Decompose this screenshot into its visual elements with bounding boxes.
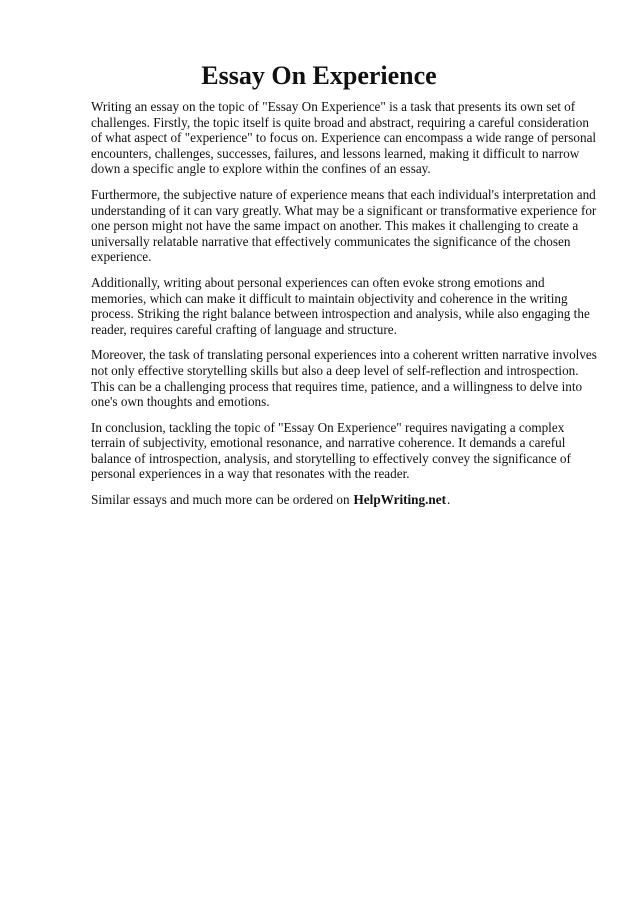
paragraph-1: Writing an essay on the topic of "Essay On Experience" is a task that presents its own set of challenges. Firstly, the topic itself is quite broad and abstract, requiring a careful consideration of what aspect of "experience" to focus on. Experience can encompass a wide range of personal encounters, challenges, successes, failures, and lessons learned, making it difficult to narrow down a specific angle to explore within the confines of an essay.	[91, 99, 597, 177]
document-title: Essay On Experience	[201, 61, 437, 90]
footer-line	[91, 492, 597, 508]
paragraph-5: In conclusion, tackling the topic of "Essay On Experience" requires navigating a complex terrain of subjectivity, emotional resonance, and narrative coherence. It demands a careful balance of introspection, analysis, and storytelling to effectively convey the significance of personal experiences in a way that resonates with the reader.	[91, 419, 571, 482]
paragraph-4: Moreover, the task of translating personal experiences into a coherent written narrative involves not only effective storytelling skills but also a deep level of self-reflection and introspection. This can be a challenging process that requires time, patience, and a willingness to delve into one's own thoughts and emotions.	[91, 347, 597, 410]
helpwriting-link[interactable]: HelpWriting.net	[353, 492, 446, 508]
footer-text: Similar essays and much more can be ordered on	[91, 492, 350, 508]
paragraph-2: Furthermore, the subjective nature of experience means that each individual's interpretation and understanding of it can vary greatly. What may be a significant or transformative experience for one person might not have the same impact on another. This makes it challenging to create a universally relatable narrative that effectively communicates the significance of the chosen experience.	[91, 186, 597, 265]
paragraph-3: Additionally, writing about personal experiences can often evoke strong emotions and memories, which can make it difficult to maintain objectivity and coherence in the writing process. Striking the right balance between introspection and analysis, while also engaging the reader, requires careful crafting of language and structure.	[91, 274, 590, 337]
footer-period: .	[446, 492, 451, 508]
document-body	[91, 99, 597, 518]
